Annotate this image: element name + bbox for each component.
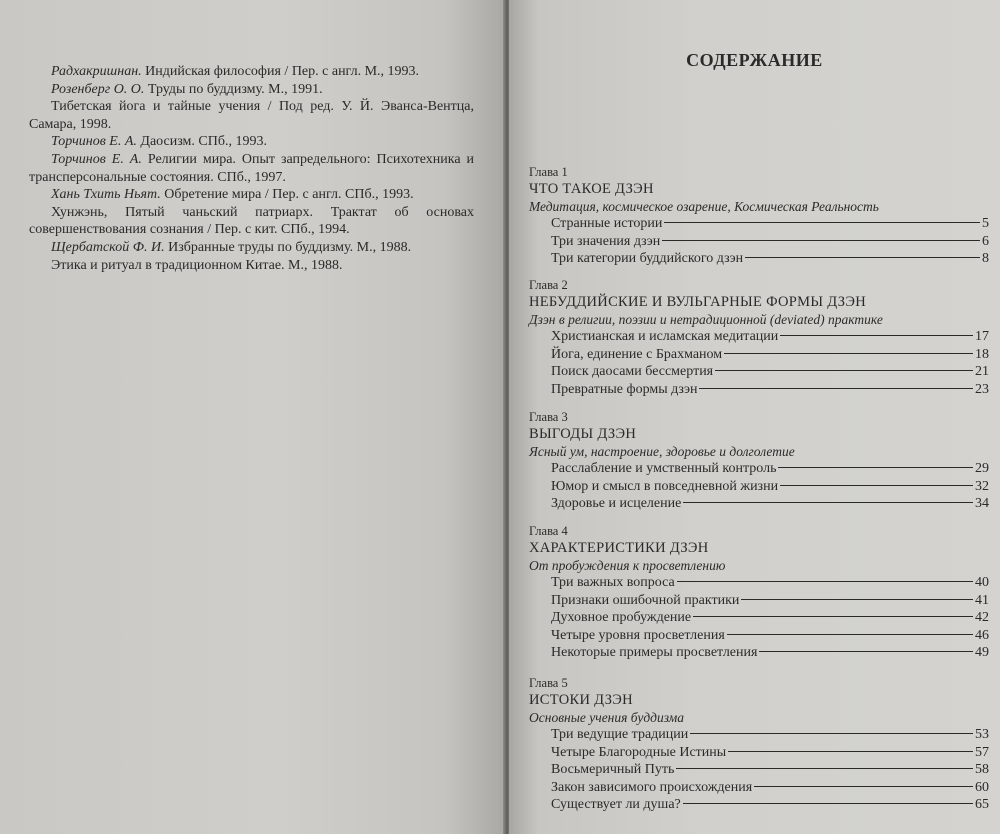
toc-entry-page: 46 xyxy=(975,627,989,643)
bibliography-text: Этика и ритуал в традиционном Китае. М., 1988. xyxy=(51,257,343,273)
contents-title: СОДЕРЖАНИЕ xyxy=(686,50,823,70)
dot-leader xyxy=(662,240,980,241)
toc-entry[interactable] xyxy=(529,233,989,251)
chapter-block xyxy=(529,676,989,814)
bibliography-entry xyxy=(29,81,474,99)
toc-entry[interactable] xyxy=(529,381,989,399)
toc-entry[interactable] xyxy=(529,779,989,797)
toc-entry-title: Христианская и исламская медитации xyxy=(551,329,779,344)
chapter-subtitle: От пробуждения к просветлению xyxy=(529,558,726,573)
dot-leader xyxy=(683,803,973,804)
toc-entry[interactable] xyxy=(529,460,989,478)
dot-leader xyxy=(741,599,973,600)
toc-entry-title: Четыре уровня просветления xyxy=(551,627,725,643)
toc-entry-title: Три значения дзэн xyxy=(551,233,661,249)
bibliography-entry xyxy=(29,98,474,133)
chapter-label: Глава 4 xyxy=(529,524,568,538)
chapter-label: Глава 1 xyxy=(529,165,568,179)
toc-entry[interactable] xyxy=(529,644,989,662)
chapter-title: НЕБУДДИЙСКИЕ И ВУЛЬГАРНЫЕ ФОРМЫ ДЗЭН xyxy=(529,294,866,310)
bibliography-text: Обретение мира / Пер. с англ. СПб., 1993. xyxy=(164,187,414,203)
dot-leader xyxy=(715,370,973,371)
toc-entry[interactable] xyxy=(529,627,989,645)
toc-entry-page: 49 xyxy=(975,645,989,661)
toc-entry[interactable] xyxy=(529,744,989,762)
bibliography-text: Хунжэнь, Пятый чаньский патриарх. Трактат об основах совершенствования сознания / Пер. с кит. СПб., 1994. xyxy=(29,204,474,238)
dot-leader xyxy=(690,733,973,734)
toc-entry-page: 53 xyxy=(975,727,989,742)
toc-entry-title: Признаки ошибочной практики xyxy=(551,592,740,608)
bibliography-list xyxy=(29,63,474,274)
chapter-title: ХАРАКТЕРИСТИКИ ДЗЭН xyxy=(529,540,709,556)
toc-entry[interactable] xyxy=(529,761,989,779)
toc-entry[interactable] xyxy=(529,328,989,346)
toc-entry-page: 18 xyxy=(975,346,989,362)
toc-entry[interactable] xyxy=(529,609,989,627)
dot-leader xyxy=(683,502,973,503)
toc-entry-page: 65 xyxy=(975,797,989,813)
dot-leader xyxy=(724,353,973,354)
right-page xyxy=(509,0,1000,834)
toc-entry-title: Поиск даосами бессмертия xyxy=(551,364,714,380)
chapter-block xyxy=(529,410,989,513)
toc-entry-page: 8 xyxy=(982,251,989,267)
dot-leader xyxy=(780,485,973,486)
toc-entry-title: Три важных вопроса xyxy=(551,575,675,590)
toc-entry[interactable] xyxy=(529,346,989,364)
bibliography-entry xyxy=(29,133,474,151)
toc-entry-title: Закон зависимого происхождения xyxy=(551,779,753,795)
toc-entry-page: 6 xyxy=(982,233,989,249)
dot-leader xyxy=(759,651,973,652)
bibliography-author: Розенберг О. О. xyxy=(51,81,145,97)
bibliography-entry xyxy=(29,186,474,204)
bibliography-text: Избранные труды по буддизму. М., 1988. xyxy=(168,239,412,255)
chapter-title: ЧТО ТАКОЕ ДЗЭН xyxy=(529,181,654,197)
toc-entry-title: Четыре Благородные Истины xyxy=(551,744,727,760)
toc-entry-title: Йога, единение с Брахманом xyxy=(551,346,723,362)
bibliography-author: Торчинов Е. А. xyxy=(51,134,137,150)
bibliography-entry xyxy=(29,239,474,257)
dot-leader xyxy=(676,768,973,769)
dot-leader xyxy=(778,467,973,468)
toc-entry-page: 5 xyxy=(982,216,989,231)
bibliography-text: Труды по буддизму. М., 1991. xyxy=(147,81,323,97)
toc-entry-page: 41 xyxy=(975,592,989,608)
toc-entry-page: 23 xyxy=(975,381,989,397)
dot-leader xyxy=(754,786,973,787)
toc-entry-page: 17 xyxy=(975,329,989,344)
bibliography-text: Религии мира. Опыт запредельного: Психотехника и трансперсональные состояния. СПб., 1997. xyxy=(29,151,475,185)
chapter-title: ИСТОКИ ДЗЭН xyxy=(529,692,633,708)
toc-entry-page: 40 xyxy=(975,575,989,590)
toc-entry-title: Духовное пробуждение xyxy=(551,610,692,626)
toc-entry-title: Восьмеричный Путь xyxy=(551,762,675,778)
toc-entry-title: Некоторые примеры просветления xyxy=(551,645,758,661)
dot-leader xyxy=(780,335,973,336)
toc-entry[interactable] xyxy=(529,495,989,513)
chapter-subtitle: Медитация, космическое озарение, Космическая Реальность xyxy=(529,199,879,214)
chapter-subtitle: Основные учения буддизма xyxy=(529,710,685,725)
toc-entry-page: 29 xyxy=(975,461,989,476)
toc-entry-title: Существует ли душа? xyxy=(551,797,681,813)
toc-entry-page: 57 xyxy=(975,744,989,760)
chapter-title: ВЫГОДЫ ДЗЭН xyxy=(529,426,637,442)
toc-entry[interactable] xyxy=(529,574,989,592)
toc-entry-page: 34 xyxy=(975,496,989,512)
toc-entry-title: Расслабление и умственный контроль xyxy=(551,461,777,476)
chapter-label: Глава 3 xyxy=(529,410,568,424)
toc-entry-title: Странные истории xyxy=(551,216,663,231)
chapter-label: Глава 2 xyxy=(529,278,568,292)
toc-entry[interactable] xyxy=(529,478,989,496)
dot-leader xyxy=(728,751,973,752)
toc-entry-page: 42 xyxy=(975,610,989,626)
dot-leader xyxy=(693,616,973,617)
chapter-block xyxy=(529,524,989,662)
bibliography-entry xyxy=(29,204,474,239)
chapter-subtitle: Ясный ум, настроение, здоровье и долголетие xyxy=(529,444,795,459)
dot-leader xyxy=(727,634,973,635)
bibliography-text: Даосизм. СПб., 1993. xyxy=(140,134,267,150)
dot-leader xyxy=(664,222,980,223)
toc-entry[interactable] xyxy=(529,726,989,744)
toc-entry-page: 58 xyxy=(975,762,989,778)
toc-entry-title: Здоровье и исцеление xyxy=(551,496,682,512)
dot-leader xyxy=(677,581,973,582)
toc-entry[interactable] xyxy=(529,215,989,233)
bibliography-author: Хань Тхить Ньят. xyxy=(51,187,161,203)
bibliography-author: Щербатской Ф. И. xyxy=(51,239,165,255)
chapter-label: Глава 5 xyxy=(529,676,568,690)
toc-entry-page: 60 xyxy=(975,779,989,795)
toc-entry-title: Три категории буддийского дзэн xyxy=(551,251,744,267)
dot-leader xyxy=(745,257,980,258)
toc-entry-title: Три ведущие традиции xyxy=(551,727,689,742)
bibliography-text: Индийская философия / Пер. с англ. М., 1993. xyxy=(145,64,420,79)
toc-entry-page: 32 xyxy=(975,478,989,494)
toc-entry[interactable] xyxy=(529,250,989,268)
bibliography-entry xyxy=(29,63,474,81)
bibliography-entry xyxy=(29,151,474,186)
toc-entry[interactable] xyxy=(529,592,989,610)
chapter-subtitle: Дзэн в религии, поэзии и нетрадиционной (deviated) практике xyxy=(529,312,883,327)
bibliography-text: Тибетская йога и тайные учения / Под ред. У. Й. Эванса-Вентца, Самара, 1998. xyxy=(29,99,474,132)
chapter-block xyxy=(529,278,989,398)
toc-entry[interactable] xyxy=(529,363,989,381)
chapter-block xyxy=(529,165,989,268)
bibliography-entry xyxy=(29,257,474,275)
bibliography-author: Торчинов Е. А. xyxy=(51,151,142,167)
bibliography-author: Радхакришнан. xyxy=(51,64,142,79)
toc-entry-title: Юмор и смысл в повседневной жизни xyxy=(551,478,779,494)
toc-entry-title: Превратные формы дзэн xyxy=(551,381,698,397)
toc-entry-page: 21 xyxy=(975,364,989,380)
dot-leader xyxy=(699,388,973,389)
toc-entry[interactable] xyxy=(529,796,989,814)
